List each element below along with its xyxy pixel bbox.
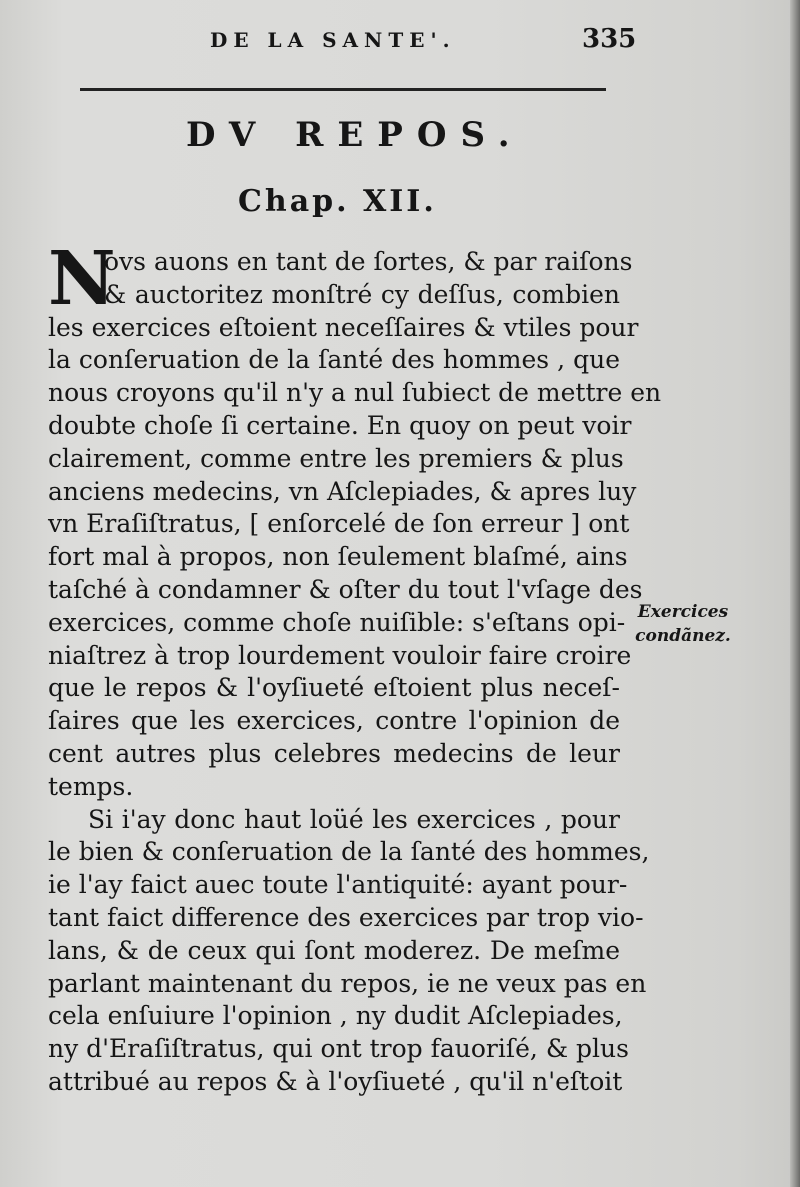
text-line: les exercices eſtoient neceſſaires & vtiles pour [48,312,639,342]
opening-block [48,236,633,322]
drop-cap: N [48,236,116,322]
text-line: ie l'ay faict auec toute l'antiquité: ayant pour- [48,870,628,900]
header-rule [80,88,606,91]
text-line: attribué au repos & à l'oyſiueté , qu'il n'eſtoit [48,1066,623,1096]
paragraph-2 [48,804,650,1099]
margin-note-line: Exercices [637,602,729,622]
text-line: tant faict difference des exercices par trop vio- [48,902,644,932]
margin-note-line: condãnez. [635,626,731,646]
text-line: lans, & de ceux qui ſont moderez. De meſme [48,935,620,965]
text-line: temps. [48,771,134,801]
text-line: le bien & conſeruation de la ſanté des hommes, [48,837,650,867]
text-line: cent autres plus celebres medecins de leur [48,738,620,768]
section-title: DV REPOS. [186,115,524,155]
text-line: la conſeruation de la ſanté des hommes , que [48,345,620,375]
page-number: 335 [582,24,637,54]
text-line: ſaires que les exercices, contre l'opinion de [48,706,620,736]
text-line: niaſtrez à trop lourdement vouloir faire croire [48,640,632,670]
text-line: exercices, comme choſe nuiſible: s'eſtans opi- [48,607,626,637]
text-line: cela enſuiure l'opinion , ny dudit Aſclepiades, [48,1001,623,1031]
text-line: parlant maintenant du repos, ie ne veux pas en [48,968,647,998]
running-head: DE LA SANTE'. [210,28,456,52]
margin-note [628,600,738,648]
text-line: ovs auons en tant de ſortes, & par raiſons [104,247,633,276]
page-edge [790,0,800,1187]
text-line: & auctoritez monſtré cy deſſus, combien [104,279,620,309]
text-line: nous croyons qu'il n'y a nul ſubiect de mettre en [48,378,662,408]
body-text [48,236,662,1099]
text-line: doubte choſe ſi certaine. En quoy on peut voir [48,410,632,440]
paragraph-1 [48,312,662,804]
text-line: vn Eraſiſtratus, [ enſorcelé de ſon erreur ] ont [48,509,630,539]
chapter-heading: Chap. XII. [238,184,437,219]
text-line: taſché à condamner & oſter du tout l'vſage des [48,574,643,604]
text-line: que le repos & l'oyſiueté eſtoient plus neceſ- [48,673,620,703]
text-line: clairement, comme entre les premiers & plus [48,443,624,473]
text-line: Si i'ay donc haut loüé les exercices , pour [88,804,620,834]
text-line: anciens medecins, vn Aſclepiades, & apres luy [48,476,637,506]
text-line: fort mal à propos, non ſeulement blaſmé, ains [48,542,628,572]
text-line: ny d'Eraſiſtratus, qui ont trop fauoriſé, & plus [48,1034,629,1064]
